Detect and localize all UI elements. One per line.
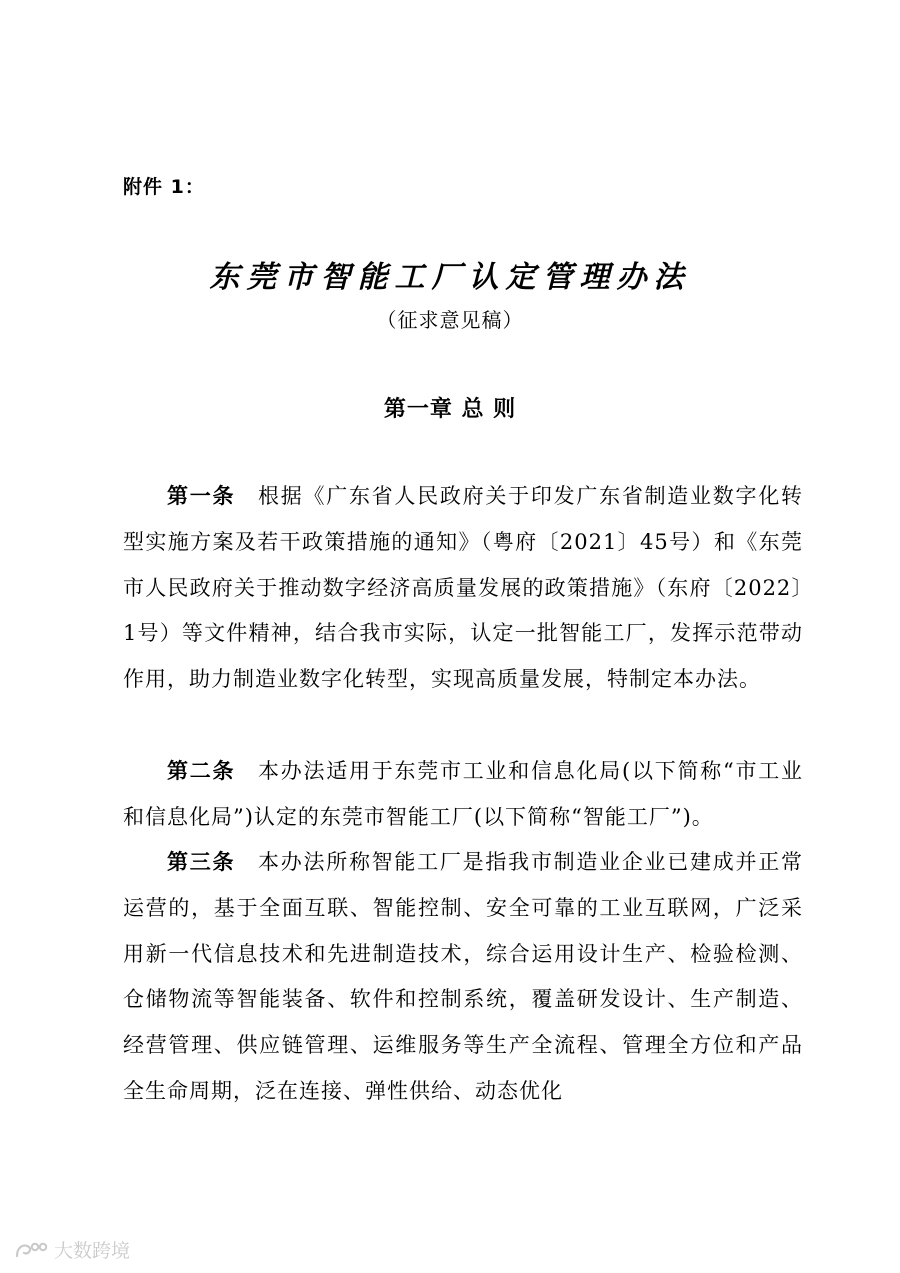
article-label: 第二条 [167, 759, 236, 783]
watermark-text: 大数跨境 [54, 1240, 131, 1262]
document-title: 东莞市智能工厂认定管理办法 [209, 260, 691, 295]
article-paragraph [123, 840, 803, 1115]
document-subtitle: （征求意见稿） [376, 308, 524, 332]
article-paragraph [123, 474, 803, 703]
article-label: 第三条 [167, 850, 236, 874]
watermark [14, 1236, 130, 1263]
attachment-label: 附件 1： [123, 176, 205, 198]
chapter-heading: 第一章 总 则 [383, 397, 517, 422]
article-text: 根据《广东省人民政府关于印发广东省制造业数字化转型实施方案及若干政策措施的通知》（粤府〔2021〕45号）和《东莞市人民政府关于推动数字经济高质量发展的政策措施》（东府〔2022〕1号）等文件精神，结合我市实际，认定一批智能工厂，发挥示范带动作用，助力制造业数字化转型，实现高质量发展，特制定本办法。 [123, 484, 804, 692]
article-text: 本办法所称智能工厂是指我市制造业企业已建成并正常运营的，基于全面互联、智能控制、安全可靠的工业互联网，广泛采用新一代信息技术和先进制造技术，综合运用设计生产、检验检测、仓储物流等智能装备、软件和控制系统，覆盖研发设计、生产制造、经营管理、供应链管理、运维服务等生产全流程、管理全方位和产品全生命周期，泛在连接、弹性供给、动态优化 [123, 850, 804, 1103]
article-text: 本办法适用于东莞市工业和信息化局(以下简称“市工业和信息化局”)认定的东莞市智能工厂(以下简称“智能工厂”)。 [123, 759, 803, 829]
article-paragraph [123, 749, 803, 841]
article-label: 第一条 [167, 484, 236, 508]
watermark-logo-icon [14, 1239, 48, 1261]
